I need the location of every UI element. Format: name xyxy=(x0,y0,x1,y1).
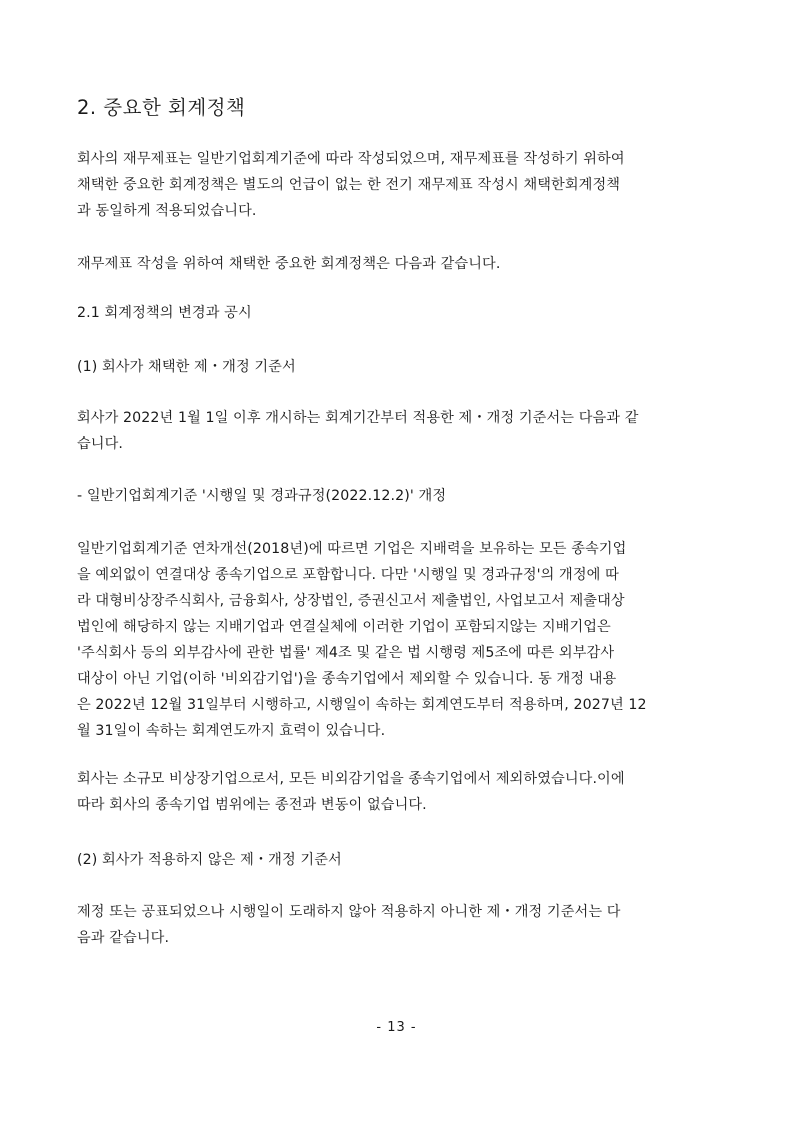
body-line: 은 2022년 12월 31일부터 시행하고, 시행일이 속하는 회계연도부터 적용하며, 2027년 12 xyxy=(77,697,647,713)
subsection-2-title: (2) 회사가 적용하지 않은 제・개정 기준서 xyxy=(77,852,342,868)
body-line: 대상이 아닌 기업(이하 '비외감기업')을 종속기업에서 제외할 수 있습니다. 동 개정 내용 xyxy=(77,671,617,687)
body-line: 법인에 해당하지 않는 지배기업과 연결실체에 이러한 기업이 포함되지않는 지배기업은 xyxy=(77,619,611,635)
body-line: '주식회사 등의 외부감사에 관한 법률' 제4조 및 같은 법 시행령 제5조에 따른 외부감사 xyxy=(77,645,615,661)
intro-paragraph xyxy=(77,146,625,224)
body-line: 음과 같습니다. xyxy=(77,930,170,946)
intro-line: 회사의 재무제표는 일반기업회계기준에 따라 작성되었으며, 재무제표를 작성하기 위하여 xyxy=(77,151,625,167)
subsection-2-body xyxy=(77,899,621,951)
company-statement xyxy=(77,766,625,818)
page-number: - 13 - xyxy=(376,1020,417,1035)
body-line: 습니다. xyxy=(77,436,124,452)
body-line: 일반기업회계기준 연차개선(2018년)에 따르면 기업은 지배력을 보유하는 모든 종속기업 xyxy=(77,541,627,557)
intro-line: 채택한 중요한 회계정책은 별도의 언급이 없는 한 전기 재무제표 작성시 채택한회계정책 xyxy=(77,177,621,193)
intro-line: 과 동일하게 적용되었습니다. xyxy=(77,203,257,219)
amendment-body xyxy=(77,536,647,744)
body-line: 을 예외없이 연결대상 종속기업으로 포함합니다. 다만 '시행일 및 경과규정'의 개정에 따 xyxy=(77,567,619,583)
amendment-title: - 일반기업회계기준 '시행일 및 경과규정(2022.12.2)' 개정 xyxy=(77,488,447,504)
body-line: 제정 또는 공표되었으나 시행일이 도래하지 않아 적용하지 아니한 제・개정 기준서는 다 xyxy=(77,904,621,920)
body-line: 회사는 소규모 비상장기업으로서, 모든 비외감기업을 종속기업에서 제외하였습니다.이에 xyxy=(77,771,625,787)
section-2-1-title: 2.1 회계정책의 변경과 공시 xyxy=(77,305,252,321)
body-line: 따라 회사의 종속기업 범위에는 종전과 변동이 없습니다. xyxy=(77,797,427,813)
subsection-1-body xyxy=(77,405,639,457)
body-line: 회사가 2022년 1월 1일 이후 개시하는 회계기간부터 적용한 제・개정 기준서는 다음과 같 xyxy=(77,410,639,426)
section-heading: 2. 중요한 회계정책 xyxy=(77,96,246,119)
policy-summary: 재무제표 작성을 위하여 채택한 중요한 회계정책은 다음과 같습니다. xyxy=(77,256,501,272)
body-line: 라 대형비상장주식회사, 금융회사, 상장법인, 증권신고서 제출법인, 사업보고서 제출대상 xyxy=(77,593,625,609)
subsection-1-title: (1) 회사가 채택한 제・개정 기준서 xyxy=(77,359,296,375)
body-line: 월 31일이 속하는 회계연도까지 효력이 있습니다. xyxy=(77,723,386,739)
